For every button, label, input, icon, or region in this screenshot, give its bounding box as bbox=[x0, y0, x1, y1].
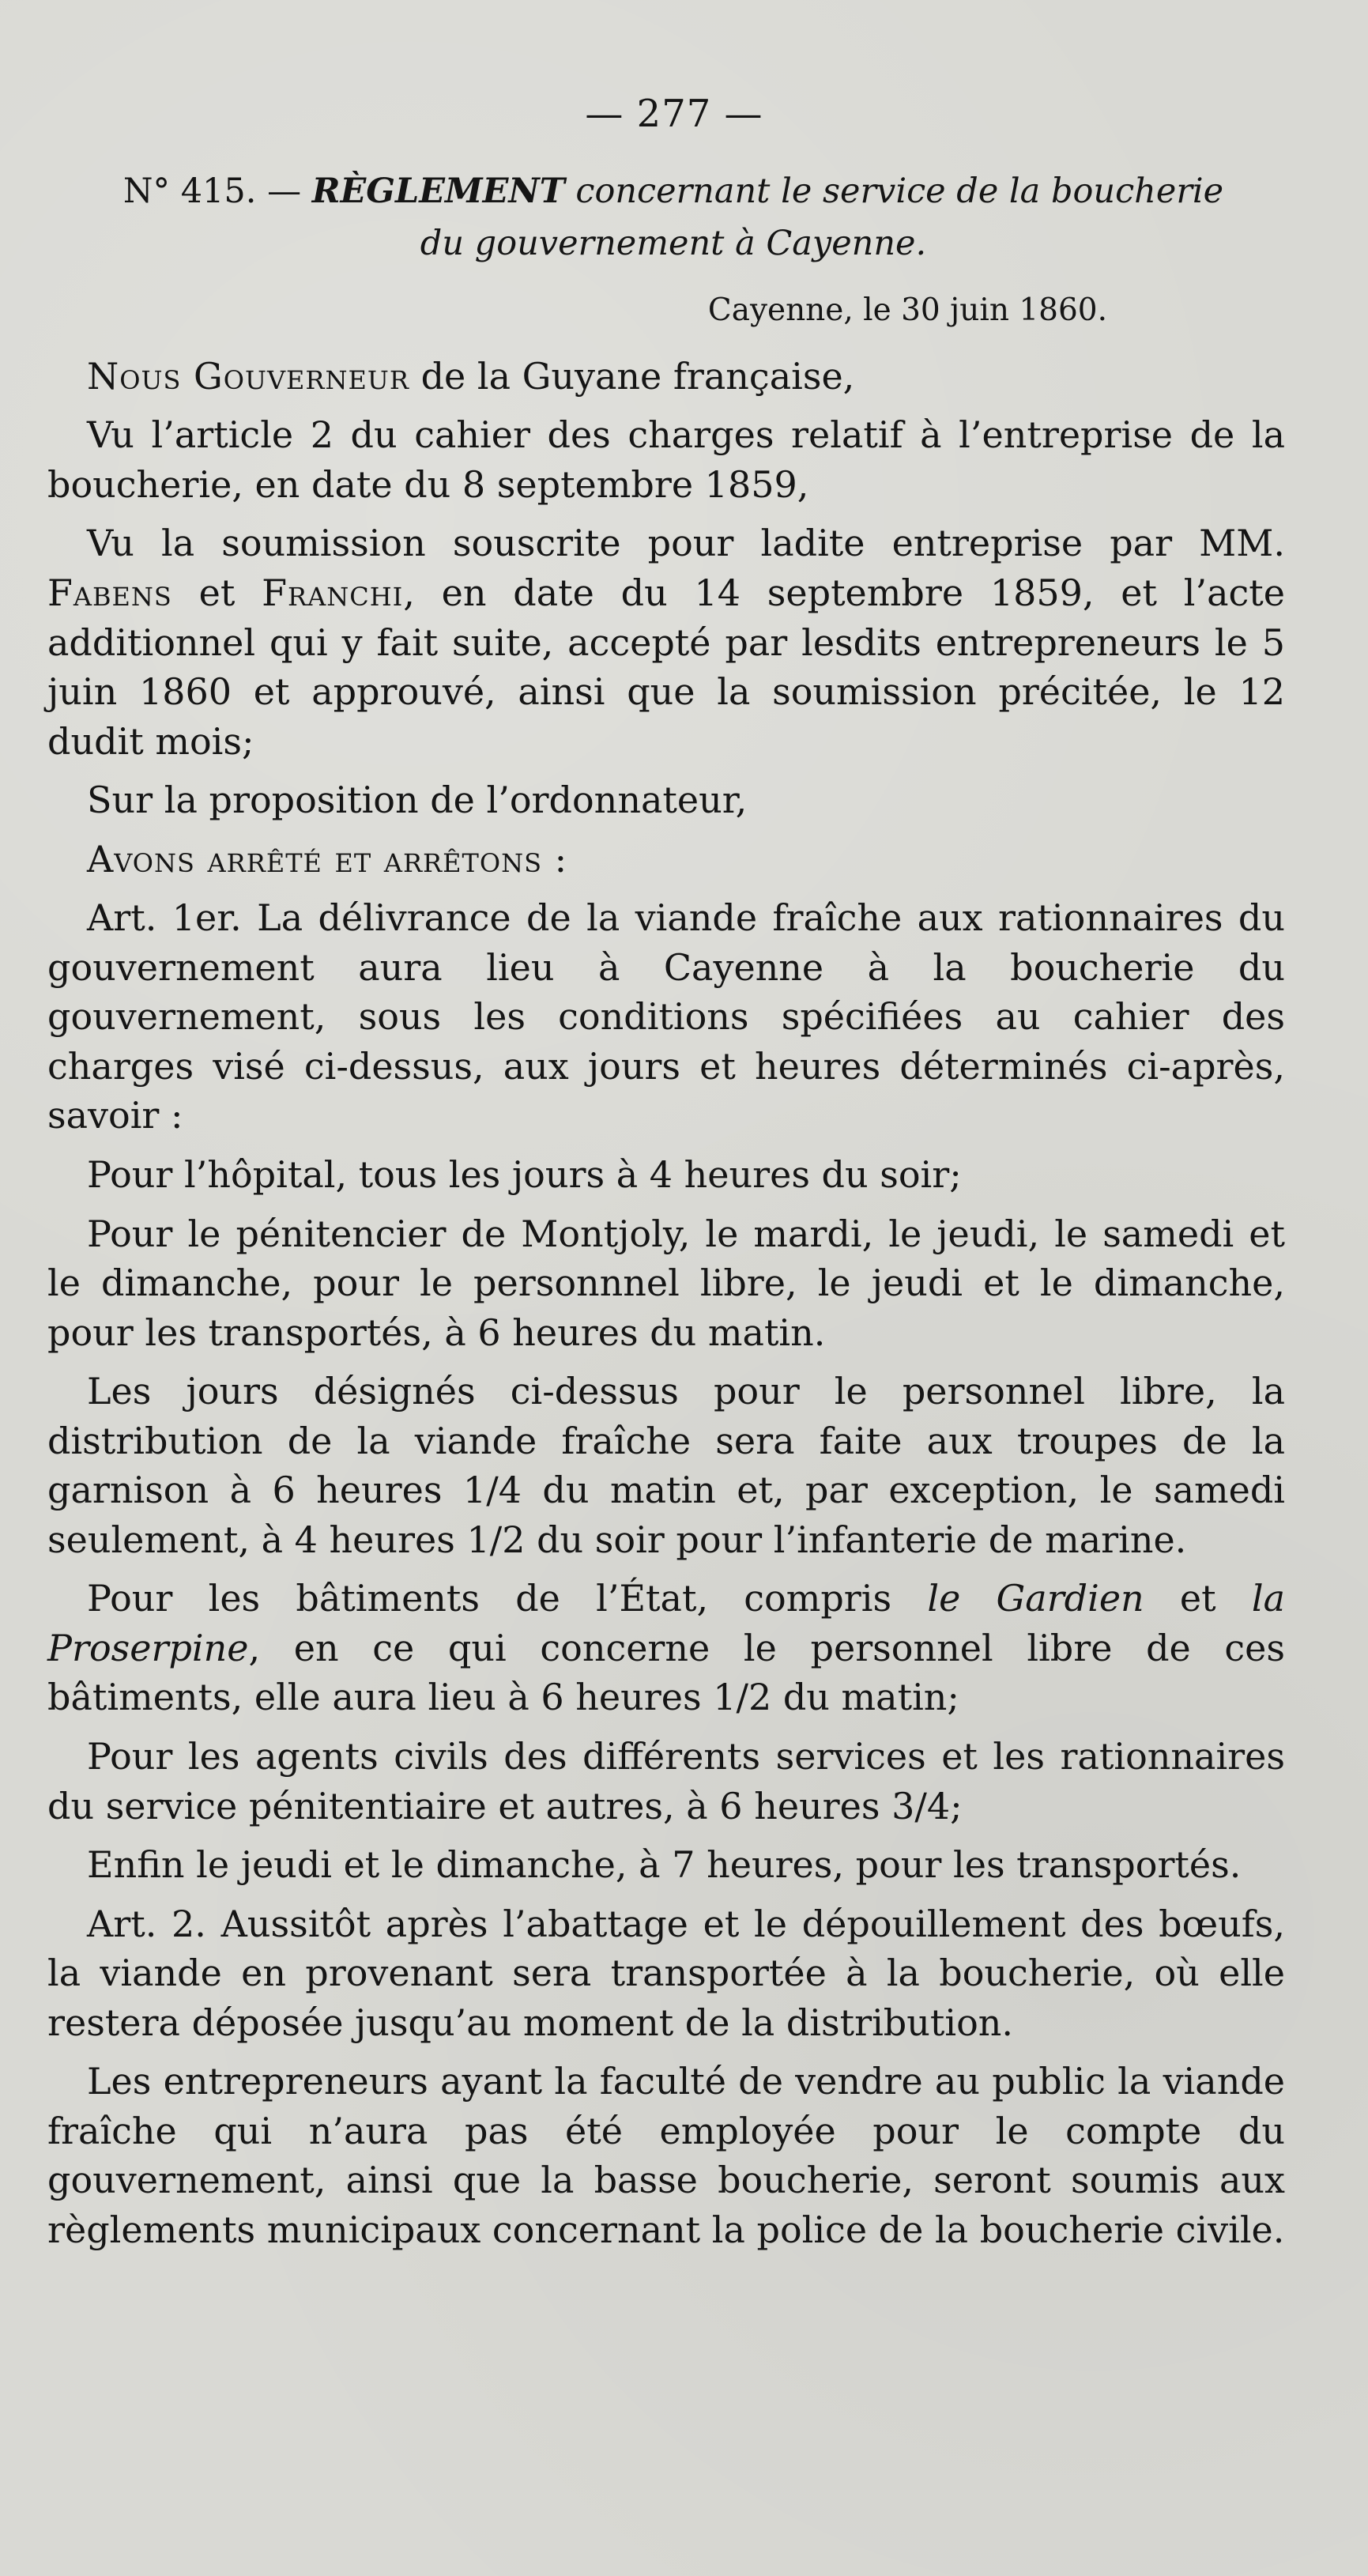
vu-paragraph-2 bbox=[47, 519, 1285, 766]
montjoly-paragraph: Pour le pénitencier de Montjoly, le mardi, le jeudi, le samedi et le dimanche, pour le personnnel libre, le jeudi et le dimanche, pour les transportés, à 6 heures du matin. bbox=[47, 1212, 1285, 1354]
jours-paragraph: Les jours désignés ci-dessus pour le personnel libre, la distribution de la viande fraîche sera faite aux troupes de la garnison à 6 heures 1/4 du matin et, par exception, le samedi seulement, à 4 heures 1/2 du soir pour l’infanterie de marine. bbox=[47, 1370, 1285, 1561]
fabens-name: Fabens bbox=[47, 571, 172, 614]
gardien-name: le Gardien bbox=[927, 1577, 1144, 1620]
document-title bbox=[62, 165, 1285, 270]
hopital-line: Pour l’hôpital, tous les jours à 4 heures du soir; bbox=[87, 1152, 962, 1196]
franchi-name: Franchi bbox=[262, 571, 404, 614]
title-main: RÈGLEMENT bbox=[311, 171, 565, 211]
nous-rest: de la Guyane française, bbox=[420, 354, 855, 398]
nous-line bbox=[47, 352, 1285, 402]
proposition-line: Sur la proposition de l’ordonnateur, bbox=[87, 779, 748, 822]
title-subtitle-line2: du gouvernement à Cayenne. bbox=[420, 224, 927, 264]
batiments-paragraph bbox=[47, 1574, 1285, 1722]
dateline: Cayenne, le 30 juin 1860. bbox=[707, 292, 1107, 329]
arrete-line: Avons arrêté et arrêtons : bbox=[87, 837, 568, 881]
nous-prefix: Nous Gouverneur bbox=[87, 354, 409, 398]
batiments-prefix: Pour les bâtiments de l’État, compris bbox=[87, 1577, 892, 1620]
batiments-middle: et bbox=[1179, 1577, 1216, 1620]
vu2-prefix: Vu la soumission souscrite pour ladite entreprise par MM. bbox=[87, 522, 1285, 565]
vu2-middle: et bbox=[198, 571, 236, 614]
title-subtitle-line1: concernant le service de la boucherie bbox=[575, 171, 1224, 211]
regulation-number: N° 415. — bbox=[122, 171, 302, 211]
agents-paragraph: Pour les agents civils des différents services et les rationnaires du service pénitentiaire et autres, à 6 heures 3/4; bbox=[47, 1734, 1285, 1827]
proserpine-name: la Proserpine bbox=[47, 1577, 1286, 1669]
page-number: — 277 — bbox=[585, 92, 763, 136]
article-2: Art. 2. Aussitôt après l’abattage et le dépouillement des bœufs, la viande en provenant sera transportée à la boucherie, où elle restera déposée jusqu’au moment de la distribution. bbox=[47, 1902, 1285, 2044]
enfin-line: Enfin le jeudi et le dimanche, à 7 heures, pour les transportés. bbox=[87, 1843, 1242, 1887]
batiments-rest: , en ce qui concerne le personnel libre de ces bâtiments, elle aura lieu à 6 heures 1/2 du matin; bbox=[47, 1626, 1285, 1719]
entrepreneurs-paragraph: Les entrepreneurs ayant la faculté de vendre au public la viande fraîche qui n’aura pas été employée pour le compte du gouvernement, ainsi que la basse boucherie, seront soumis aux règlements municipaux concernant la police de la boucherie civile. bbox=[47, 2060, 1285, 2251]
vu2-rest: , en date du 14 septembre 1859, et l’acte additionnel qui y fait suite, accepté par lesdits entrepreneurs le 5 juin 1860 et approuvé, ainsi que la soumission précitée, le 12 dudit mois; bbox=[47, 571, 1285, 763]
article-1: Art. 1er. La délivrance de la viande fraîche aux rationnaires du gouvernement aura lieu à Cayenne à la boucherie du gouvernement, sous les conditions spécifiées au cahier des charges visé ci-dessus, aux jours et heures déterminés ci-après, savoir : bbox=[47, 896, 1285, 1137]
vu-paragraph-1: Vu l’article 2 du cahier des charges relatif à l’entreprise de la boucherie, en date du 8 septembre 1859, bbox=[47, 413, 1285, 506]
